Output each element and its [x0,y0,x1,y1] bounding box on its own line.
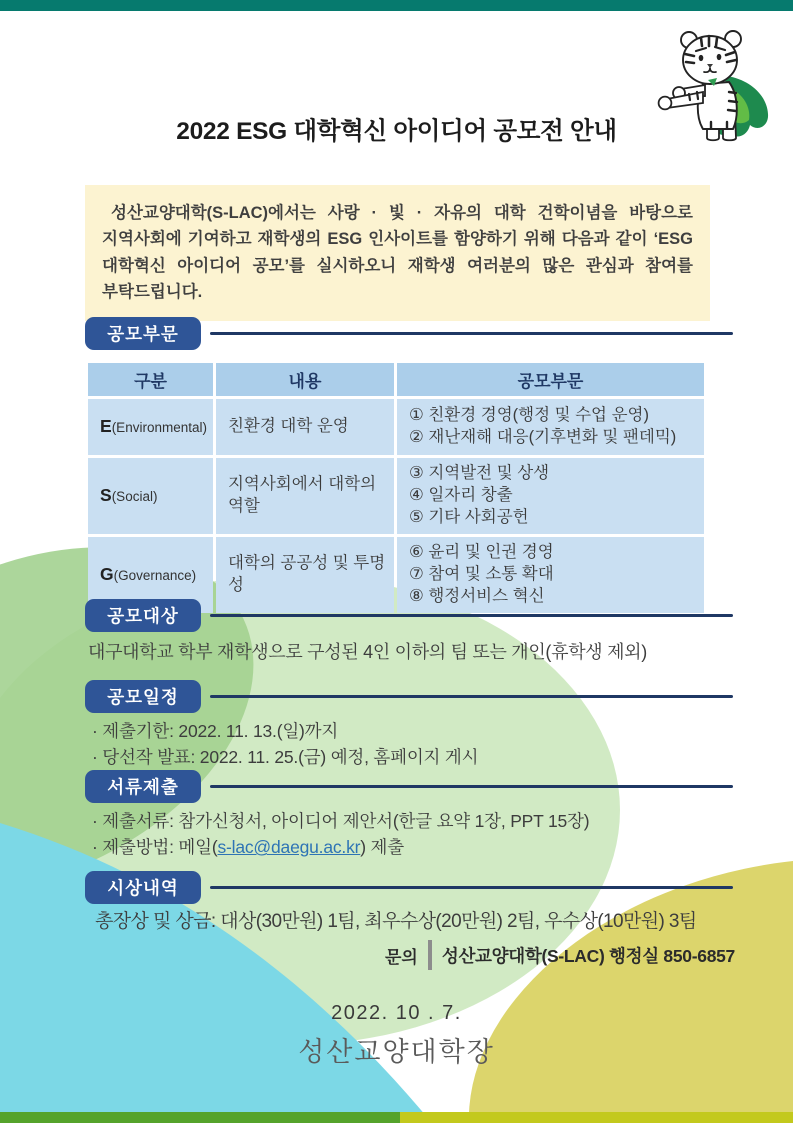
table-row-social [88,458,704,534]
eligibility-text: 대구대학교 학부 재학생으로 구성된 4인 이하의 팀 또는 개인(휴학생 제외) [88,642,647,662]
section-badge: 서류제출 [85,770,201,803]
contact-line [385,940,735,970]
email-link[interactable]: s-lac@daegu.ac.kr [217,837,361,858]
categories-table [85,360,707,616]
section-header-submission [85,770,733,803]
cell-category: G(Governance) [88,537,213,613]
col-header-naeyong: 내용 [216,363,394,396]
cell-category: S(Social) [88,458,213,534]
section-rule [210,332,733,335]
signature-line: 성산교양대학장 [298,1037,495,1067]
contact-divider [428,940,432,970]
section-rule [210,614,733,617]
cell-items: ⑥ 윤리 및 인권 경영 ⑦ 참여 및 소통 확대 ⑧ 행정서비스 혁신 [397,537,704,613]
schedule-item-deadline: · 제출기한: 2022. 11. 13.(일)까지 [92,721,339,741]
section-rule [210,695,733,698]
bottom-bar-yellow [400,1112,793,1123]
section-badge: 공모일정 [85,680,201,713]
top-bar [0,0,793,11]
schedule-item-announce: · 당선작 발표: 2022. 11. 25.(금) 예정, 홈페이지 게시 [92,747,479,768]
submission-item-docs: · 제출서류: 참가신청서, 아이디어 제안서(한글 요약 1장, PPT 15장) [92,811,590,831]
date-line: 2022. 10 . 7. [331,1002,462,1024]
section-header-schedule [85,680,733,713]
table-header-row [88,363,704,396]
table-row-environmental [88,399,704,455]
cell-items: ③ 지역발전 및 상생 ④ 일자리 창출 ⑤ 기타 사회공헌 [397,458,704,534]
awards-text: 총장상 및 상금: 대상(30만원) 1팀, 최우수상(20만원) 2팀, 우수상(10만원) 3팀 [95,911,697,932]
col-header-bumun: 공모부문 [397,363,704,396]
contact-label: 문의 [384,947,418,967]
section-header-categories [85,317,733,350]
section-header-eligibility [85,599,733,632]
section-rule [210,785,733,788]
section-badge: 공모부문 [85,317,201,350]
section-badge: 시상내역 [85,871,201,904]
cell-content: 대학의 공공성 및 투명성 [216,537,394,613]
submission-item-method: · 제출방법: 메일(s-lac@daegu.ac.kr) 제출 [92,837,404,858]
cell-content: 지역사회에서 대학의 역할 [216,458,394,534]
page-title: 2022 ESG 대학혁신 아이디어 공모전 안내 [176,118,617,145]
bottom-bar-green [0,1112,400,1123]
cell-items: ① 친환경 경영(행정 및 수업 운영) ② 재난재해 대응(기후변화 및 팬데믹) [397,399,704,455]
cell-content: 친환경 대학 운영 [216,399,394,455]
cell-category: E(Environmental) [88,399,213,455]
section-rule [210,886,733,889]
intro-box: 성산교양대학(S-LAC)에서는 사랑 · 빛 · 자유의 대학 건학이념을 바탕으로 지역사회에 기여하고 재학생의 ESG 인사이트를 함양하기 위해 다음과 같이 ‘ESG 대학혁신 아이디어 공모’를 실시하오니 재학생 여러분의 많은 관심과 참여를 부탁드립니다. [85,185,710,321]
section-badge: 공모대상 [85,599,201,632]
schedule-list [92,718,478,771]
submission-list [92,808,589,861]
col-header-gubun: 구분 [88,363,213,396]
contact-value: 성산교양대학(S-LAC) 행정실 850-6857 [441,945,735,966]
section-header-awards [85,871,733,904]
